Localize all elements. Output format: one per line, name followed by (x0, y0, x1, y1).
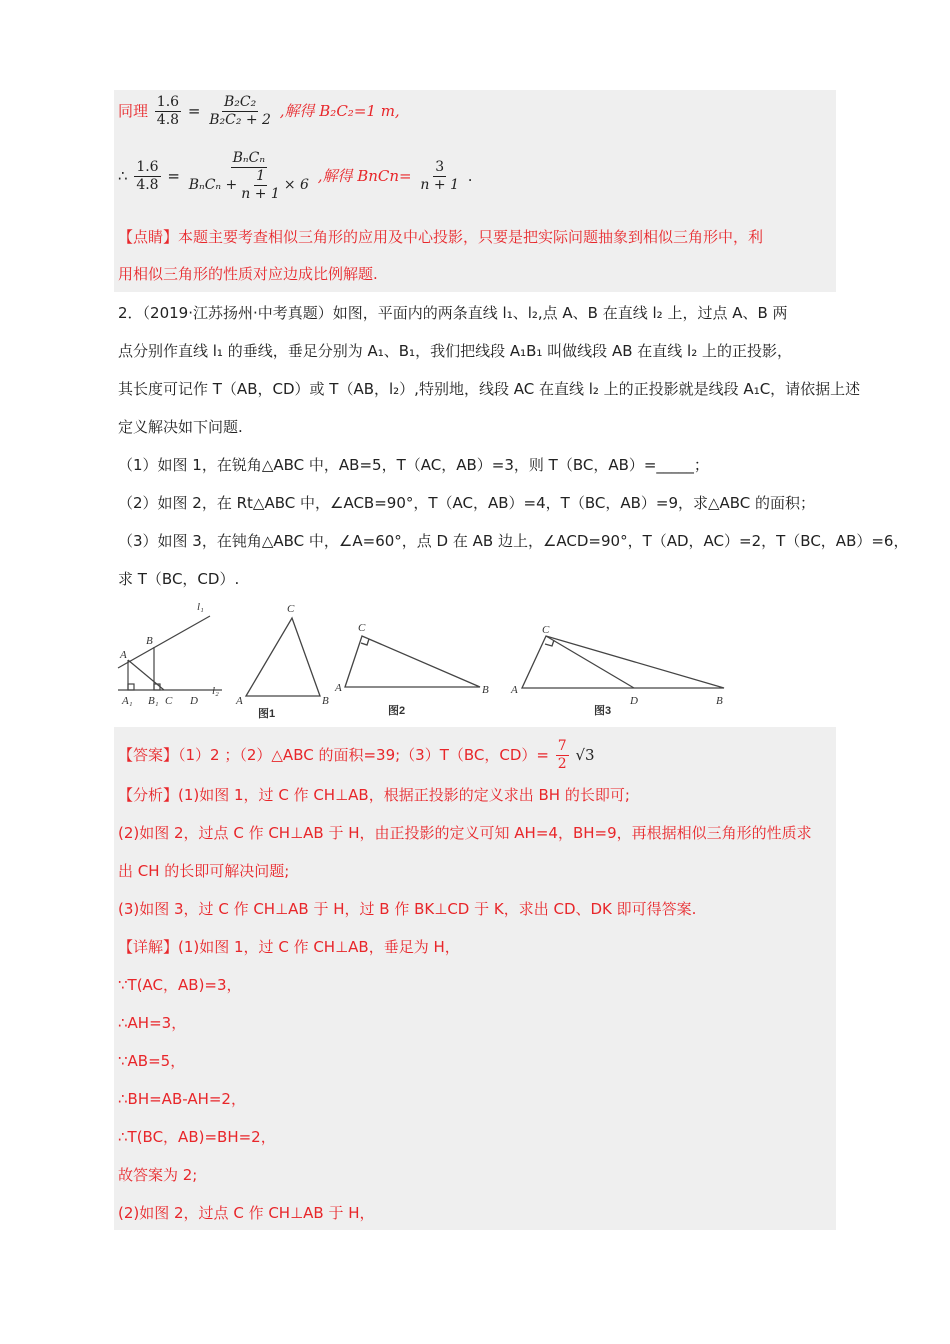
fraction: $\frac{1.6}{4.8}$ (136, 159, 159, 193)
detail-line-8: (2)如图 2，过点 C 作 CH⊥AB 于 H， (118, 1204, 375, 1222)
svg-text:B₁: B₁ (148, 695, 159, 707)
fraction: $\frac{1.6}{4.8}$ (156, 94, 180, 128)
svg-text:B: B (482, 684, 489, 696)
analysis-line-1: 【分析】(1)如图 1，过 C 作 CH⊥AB，根据正投影的定义求出 BH 的长即可; (118, 786, 630, 804)
comment-line-2: 用相似三角形的性质对应边成比例解题. (118, 265, 378, 283)
figure-1-acute-triangle (246, 618, 320, 696)
problem-line-3: 其长度可记作 T（AB，CD）或 T（AB，l₂）,特别地，线段 AC 在直线 l₂ 上的正投影就是线段 A₁C，请依据上述 (118, 380, 861, 398)
svg-text:A: A (511, 684, 518, 696)
fraction: $\frac{3}{n + 1}$ (420, 159, 459, 193)
fraction: $\frac{\text{B₂C₂}}{\text{B₂C₂ + 2}}$ (209, 94, 271, 128)
detail-line-6: ∴T(BC，AB)=BH=2， (118, 1128, 276, 1146)
detail-line-2: ∵T(AC，AB)=3， (118, 976, 242, 994)
solution-line-2: ∴ $\frac{1.6}{4.8}$ = BₙCₙ BₙCₙ + $\frac{1}{n + 1}$ × 6 ,解得 BnCn= $\frac{3}{n + 1}$ . (118, 150, 473, 202)
figure-3-caption: 图3 (594, 705, 612, 717)
detail-line-5: ∴BH=AB-AH=2， (118, 1090, 246, 1108)
svg-text:A: A (335, 682, 342, 694)
svg-text:C: C (542, 624, 550, 636)
svg-text:C: C (358, 622, 366, 634)
geometry-figures (0, 598, 950, 723)
detail-line-1: 【详解】(1)如图 1，过 C 作 CH⊥AB，垂足为 H， (118, 938, 460, 956)
svg-text:D: D (190, 695, 198, 707)
svg-text:C: C (165, 695, 173, 707)
question-2: （2）如图 2，在 Rt△ABC 中，∠ACB=90°，T（AC，AB）=4，T（BC，AB）=9，求△ABC 的面积； (118, 494, 816, 512)
detail-line-4: ∵AB=5， (118, 1052, 186, 1070)
svg-text:A₁: A₁ (122, 695, 133, 707)
question-1: （1）如图 1，在锐角△ABC 中，AB=5，T（AC，AB）=3，则 T（BC，AB）=_____； (118, 456, 709, 474)
figure-1-caption: 图1 (258, 708, 276, 720)
solution-line-1: 同理 $\frac{1.6}{4.8}$ = $\frac{\text{B₂C₂}}{\text{B₂C₂ + 2}}$ ,解得 B₂C₂=1 m, (118, 94, 400, 128)
question-3: （3）如图 3，在钝角△ABC 中，∠A=60°，点 D 在 AB 边上，∠ACD=90°，T（AD，AC）=2，T（BC，AB）=6， (118, 532, 909, 550)
svg-text:B: B (146, 635, 153, 647)
svg-text:C: C (287, 603, 295, 615)
fraction: BₙCₙ BₙCₙ + $\frac{1}{n + 1}$ × 6 (188, 150, 309, 202)
problem-line-1: 2．（2019·江苏扬州·中考真题）如图，平面内的两条直线 l₁、l₂,点 A、B 在直线 l₂ 上，过点 A、B 两 (118, 304, 788, 322)
comment-line-1: 【点睛】本题主要考查相似三角形的应用及中心投影，只要是把实际问题抽象到相似三角形中，利 (118, 228, 764, 246)
answer-line: 【答案】（1）2 ；（2）△ABC 的面积=39;（3）T（BC，CD）= $\frac{7}{2}$ √3 (118, 738, 595, 772)
svg-text:A: A (236, 695, 243, 707)
detail-line-3: ∴AH=3， (118, 1014, 187, 1032)
svg-text:D: D (630, 695, 638, 707)
analysis-line-3: 出 CH 的长即可解决问题; (118, 862, 290, 880)
figure-projection (118, 616, 222, 690)
figure-2-caption: 图2 (388, 705, 406, 717)
svg-text:A: A (120, 649, 127, 661)
svg-text:l₂: l₂ (212, 685, 219, 697)
svg-text:B: B (322, 695, 329, 707)
fraction: $\frac{7}{2}$ (557, 738, 567, 772)
figure-2-right-triangle (345, 636, 480, 687)
problem-line-4: 定义解决如下问题. (118, 418, 243, 436)
svg-text:l₁: l₁ (197, 601, 204, 613)
analysis-line-2: (2)如图 2，过点 C 作 CH⊥AB 于 H，由正投影的定义可知 AH=4，BH=9，再根据相似三角形的性质求 (118, 824, 812, 842)
problem-line-2: 点分别作直线 l₁ 的垂线，垂足分别为 A₁、B₁，我们把线段 A₁B₁ 叫做线段 AB 在直线 l₂ 上的正投影， (118, 342, 792, 360)
svg-text:B: B (716, 695, 723, 707)
question-4: 求 T（BC，CD）. (118, 570, 240, 588)
analysis-line-4: (3)如图 3，过 C 作 CH⊥AB 于 H，过 B 作 BK⊥CD 于 K，求出 CD、DK 即可得答案. (118, 900, 697, 918)
figure-3-obtuse-triangle (522, 636, 724, 688)
detail-line-7: 故答案为 2; (118, 1166, 198, 1184)
